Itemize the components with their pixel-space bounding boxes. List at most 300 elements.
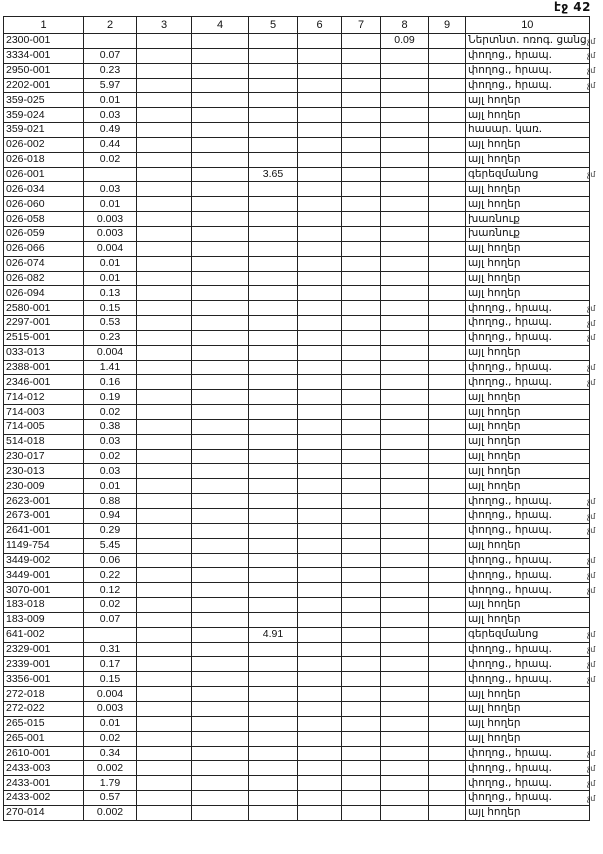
area-col8-cell bbox=[381, 226, 429, 241]
col3-cell bbox=[137, 776, 192, 791]
col9-cell bbox=[429, 419, 466, 434]
area-col5-cell bbox=[249, 182, 298, 197]
side-mark: չմ bbox=[587, 170, 596, 180]
col7-cell bbox=[342, 509, 381, 524]
col7-cell bbox=[342, 583, 381, 598]
col3-cell bbox=[137, 761, 192, 776]
col4-cell bbox=[192, 345, 249, 360]
land-type-cell: այլ հողեր bbox=[466, 345, 590, 360]
table-row bbox=[4, 405, 590, 420]
col6-cell bbox=[298, 731, 342, 746]
col4-cell bbox=[192, 271, 249, 286]
col6-cell bbox=[298, 568, 342, 583]
area-col5-cell bbox=[249, 642, 298, 657]
col4-cell bbox=[192, 256, 249, 271]
area-col2-cell: 0.06 bbox=[84, 553, 137, 568]
table-row bbox=[4, 123, 590, 138]
land-type-cell: այլ հողեր bbox=[466, 805, 590, 820]
col7-cell bbox=[342, 805, 381, 820]
land-type-cell: փողոց., հրապ. bbox=[466, 360, 590, 375]
table-row bbox=[4, 316, 590, 331]
parcel-code-cell: 2433-002 bbox=[4, 791, 84, 806]
col3-cell bbox=[137, 449, 192, 464]
area-col2-cell: 0.02 bbox=[84, 731, 137, 746]
area-col8-cell bbox=[381, 538, 429, 553]
area-col8-cell bbox=[381, 271, 429, 286]
area-col8-cell bbox=[381, 286, 429, 301]
table-row bbox=[4, 434, 590, 449]
col4-cell bbox=[192, 731, 249, 746]
column-header-2: 2 bbox=[84, 17, 137, 34]
area-col5-cell bbox=[249, 657, 298, 672]
area-col8-cell bbox=[381, 761, 429, 776]
col4-cell bbox=[192, 583, 249, 598]
table-row bbox=[4, 642, 590, 657]
area-col8-cell bbox=[381, 330, 429, 345]
table-row bbox=[4, 627, 590, 642]
col3-cell bbox=[137, 123, 192, 138]
area-col8-cell bbox=[381, 108, 429, 123]
col3-cell bbox=[137, 34, 192, 49]
col3-cell bbox=[137, 687, 192, 702]
col4-cell bbox=[192, 301, 249, 316]
col6-cell bbox=[298, 583, 342, 598]
col3-cell bbox=[137, 464, 192, 479]
table-row bbox=[4, 330, 590, 345]
land-type-cell: հասար. կառ. bbox=[466, 123, 590, 138]
col6-cell bbox=[298, 34, 342, 49]
col6-cell bbox=[298, 434, 342, 449]
area-col2-cell: 0.94 bbox=[84, 509, 137, 524]
area-col5-cell bbox=[249, 612, 298, 627]
area-col5-cell bbox=[249, 746, 298, 761]
col6-cell bbox=[298, 271, 342, 286]
col4-cell bbox=[192, 509, 249, 524]
col6-cell bbox=[298, 761, 342, 776]
parcel-code-cell: 2202-001 bbox=[4, 78, 84, 93]
col9-cell bbox=[429, 345, 466, 360]
area-col2-cell: 0.31 bbox=[84, 642, 137, 657]
table-row bbox=[4, 226, 590, 241]
col3-cell bbox=[137, 137, 192, 152]
col4-cell bbox=[192, 360, 249, 375]
col7-cell bbox=[342, 93, 381, 108]
parcel-code-cell: 2515-001 bbox=[4, 330, 84, 345]
land-type-cell: փողոց., հրապ. bbox=[466, 776, 590, 791]
col9-cell bbox=[429, 791, 466, 806]
parcel-code-cell: 2346-001 bbox=[4, 375, 84, 390]
table-row bbox=[4, 182, 590, 197]
parcel-code-cell: 714-012 bbox=[4, 390, 84, 405]
parcel-code-cell: 359-024 bbox=[4, 108, 84, 123]
area-col5-cell bbox=[249, 568, 298, 583]
col4-cell bbox=[192, 405, 249, 420]
land-type-cell: այլ հողեր bbox=[466, 731, 590, 746]
col3-cell bbox=[137, 627, 192, 642]
col9-cell bbox=[429, 776, 466, 791]
col9-cell bbox=[429, 34, 466, 49]
side-mark: չմ bbox=[587, 585, 596, 595]
table-row bbox=[4, 63, 590, 78]
col6-cell bbox=[298, 137, 342, 152]
area-col5-cell bbox=[249, 701, 298, 716]
area-col5-cell bbox=[249, 93, 298, 108]
col3-cell bbox=[137, 612, 192, 627]
col7-cell bbox=[342, 182, 381, 197]
parcel-code-cell: 270-014 bbox=[4, 805, 84, 820]
land-type-cell: փողոց., հրապ. bbox=[466, 791, 590, 806]
col7-cell bbox=[342, 63, 381, 78]
parcel-code-cell: 641-002 bbox=[4, 627, 84, 642]
area-col8-cell bbox=[381, 746, 429, 761]
area-col2-cell: 0.23 bbox=[84, 63, 137, 78]
col3-cell bbox=[137, 598, 192, 613]
col6-cell bbox=[298, 345, 342, 360]
col3-cell bbox=[137, 746, 192, 761]
land-type-cell: փողոց., հրապ. bbox=[466, 672, 590, 687]
col6-cell bbox=[298, 108, 342, 123]
col9-cell bbox=[429, 375, 466, 390]
land-type-cell: այլ հողեր bbox=[466, 286, 590, 301]
area-col8-cell bbox=[381, 316, 429, 331]
col4-cell bbox=[192, 479, 249, 494]
col4-cell bbox=[192, 316, 249, 331]
col6-cell bbox=[298, 48, 342, 63]
table-row bbox=[4, 672, 590, 687]
col4-cell bbox=[192, 642, 249, 657]
col7-cell bbox=[342, 286, 381, 301]
land-type-cell: այլ հողեր bbox=[466, 419, 590, 434]
col3-cell bbox=[137, 672, 192, 687]
table-row bbox=[4, 583, 590, 598]
col9-cell bbox=[429, 627, 466, 642]
col3-cell bbox=[137, 78, 192, 93]
col9-cell bbox=[429, 509, 466, 524]
col4-cell bbox=[192, 123, 249, 138]
col3-cell bbox=[137, 108, 192, 123]
parcel-code-cell: 026-001 bbox=[4, 167, 84, 182]
parcel-code-cell: 3070-001 bbox=[4, 583, 84, 598]
parcel-code-cell: 514-018 bbox=[4, 434, 84, 449]
table-row bbox=[4, 791, 590, 806]
land-type-cell: այլ հողեր bbox=[466, 479, 590, 494]
table-row bbox=[4, 108, 590, 123]
area-col2-cell: 0.57 bbox=[84, 791, 137, 806]
area-col5-cell bbox=[249, 716, 298, 731]
col9-cell bbox=[429, 657, 466, 672]
col3-cell bbox=[137, 93, 192, 108]
side-mark: չմ bbox=[587, 51, 596, 61]
col9-cell bbox=[429, 152, 466, 167]
area-col8-cell bbox=[381, 494, 429, 509]
col4-cell bbox=[192, 34, 249, 49]
area-col8-cell bbox=[381, 657, 429, 672]
col9-cell bbox=[429, 642, 466, 657]
col4-cell bbox=[192, 657, 249, 672]
land-type-cell: փողոց., հրապ. bbox=[466, 301, 590, 316]
col7-cell bbox=[342, 167, 381, 182]
table-row bbox=[4, 34, 590, 49]
col4-cell bbox=[192, 286, 249, 301]
col3-cell bbox=[137, 256, 192, 271]
col4-cell bbox=[192, 716, 249, 731]
col7-cell bbox=[342, 108, 381, 123]
col4-cell bbox=[192, 63, 249, 78]
table-row bbox=[4, 776, 590, 791]
table-row bbox=[4, 746, 590, 761]
area-col8-cell bbox=[381, 167, 429, 182]
table-row bbox=[4, 48, 590, 63]
parcel-code-cell: 2580-001 bbox=[4, 301, 84, 316]
area-col8-cell bbox=[381, 805, 429, 820]
col4-cell bbox=[192, 746, 249, 761]
parcel-code-cell: 230-009 bbox=[4, 479, 84, 494]
col6-cell bbox=[298, 464, 342, 479]
parcel-code-cell: 026-034 bbox=[4, 182, 84, 197]
table-row bbox=[4, 553, 590, 568]
col4-cell bbox=[192, 78, 249, 93]
col7-cell bbox=[342, 34, 381, 49]
col6-cell bbox=[298, 419, 342, 434]
area-col5-cell bbox=[249, 48, 298, 63]
table-row bbox=[4, 167, 590, 182]
table-row bbox=[4, 598, 590, 613]
column-header-3: 3 bbox=[137, 17, 192, 34]
area-col8-cell bbox=[381, 390, 429, 405]
col3-cell bbox=[137, 731, 192, 746]
area-col2-cell: 5.97 bbox=[84, 78, 137, 93]
land-type-cell: այլ հողեր bbox=[466, 256, 590, 271]
table-row bbox=[4, 538, 590, 553]
col9-cell bbox=[429, 746, 466, 761]
col6-cell bbox=[298, 286, 342, 301]
col7-cell bbox=[342, 434, 381, 449]
area-col5-cell bbox=[249, 776, 298, 791]
land-type-cell: գերեզմանոց bbox=[466, 627, 590, 642]
col7-cell bbox=[342, 568, 381, 583]
col3-cell bbox=[137, 642, 192, 657]
col9-cell bbox=[429, 598, 466, 613]
side-mark: չմ bbox=[587, 630, 596, 640]
col7-cell bbox=[342, 776, 381, 791]
table-row bbox=[4, 731, 590, 746]
col3-cell bbox=[137, 286, 192, 301]
table-row bbox=[4, 657, 590, 672]
col6-cell bbox=[298, 212, 342, 227]
col7-cell bbox=[342, 345, 381, 360]
parcel-code-cell: 265-015 bbox=[4, 716, 84, 731]
land-type-cell: այլ հողեր bbox=[466, 612, 590, 627]
area-col2-cell: 0.01 bbox=[84, 716, 137, 731]
col3-cell bbox=[137, 701, 192, 716]
land-type-cell: փողոց., հրապ. bbox=[466, 583, 590, 598]
area-col5-cell bbox=[249, 538, 298, 553]
side-mark: չմ bbox=[587, 749, 596, 758]
col4-cell bbox=[192, 553, 249, 568]
area-col8-cell bbox=[381, 449, 429, 464]
col4-cell bbox=[192, 791, 249, 806]
col7-cell bbox=[342, 256, 381, 271]
area-col8-cell bbox=[381, 152, 429, 167]
land-type-cell: այլ հողեր bbox=[466, 405, 590, 420]
column-header-1: 1 bbox=[4, 17, 84, 34]
area-col5-cell bbox=[249, 464, 298, 479]
col3-cell bbox=[137, 791, 192, 806]
col7-cell bbox=[342, 523, 381, 538]
col4-cell bbox=[192, 241, 249, 256]
table-row bbox=[4, 464, 590, 479]
col7-cell bbox=[342, 405, 381, 420]
col6-cell bbox=[298, 301, 342, 316]
table-row bbox=[4, 212, 590, 227]
land-type-cell: խառնուք bbox=[466, 212, 590, 227]
col6-cell bbox=[298, 523, 342, 538]
col4-cell bbox=[192, 152, 249, 167]
col3-cell bbox=[137, 316, 192, 331]
col4-cell bbox=[192, 375, 249, 390]
table-row bbox=[4, 345, 590, 360]
col9-cell bbox=[429, 93, 466, 108]
area-col2-cell: 0.002 bbox=[84, 805, 137, 820]
area-col2-cell: 0.38 bbox=[84, 419, 137, 434]
col9-cell bbox=[429, 286, 466, 301]
land-type-cell: այլ հողեր bbox=[466, 93, 590, 108]
col6-cell bbox=[298, 612, 342, 627]
column-header-8: 8 bbox=[381, 17, 429, 34]
area-col2-cell: 0.29 bbox=[84, 523, 137, 538]
col9-cell bbox=[429, 494, 466, 509]
col6-cell bbox=[298, 226, 342, 241]
area-col8-cell bbox=[381, 212, 429, 227]
area-col5-cell bbox=[249, 226, 298, 241]
parcel-code-cell: 3356-001 bbox=[4, 672, 84, 687]
area-col5-cell bbox=[249, 301, 298, 316]
area-col8-cell bbox=[381, 464, 429, 479]
col7-cell bbox=[342, 791, 381, 806]
col9-cell bbox=[429, 390, 466, 405]
area-col5-cell bbox=[249, 509, 298, 524]
area-col2-cell: 0.02 bbox=[84, 449, 137, 464]
parcel-code-cell: 026-002 bbox=[4, 137, 84, 152]
parcel-code-cell: 033-013 bbox=[4, 345, 84, 360]
land-type-cell: այլ հողեր bbox=[466, 716, 590, 731]
col3-cell bbox=[137, 405, 192, 420]
parcel-code-cell: 2623-001 bbox=[4, 494, 84, 509]
area-col5-cell bbox=[249, 152, 298, 167]
col6-cell bbox=[298, 197, 342, 212]
col7-cell bbox=[342, 642, 381, 657]
col6-cell bbox=[298, 375, 342, 390]
area-col2-cell: 0.02 bbox=[84, 152, 137, 167]
land-type-cell: այլ հողեր bbox=[466, 701, 590, 716]
column-header-10: 10 bbox=[466, 17, 590, 34]
area-col2-cell: 1.79 bbox=[84, 776, 137, 791]
table-row bbox=[4, 568, 590, 583]
col7-cell bbox=[342, 419, 381, 434]
col6-cell bbox=[298, 553, 342, 568]
area-col8-cell bbox=[381, 523, 429, 538]
col6-cell bbox=[298, 152, 342, 167]
land-type-cell: փողոց., հրապ. bbox=[466, 494, 590, 509]
col9-cell bbox=[429, 405, 466, 420]
side-mark: չմ bbox=[587, 659, 596, 669]
col9-cell bbox=[429, 197, 466, 212]
area-col5-cell bbox=[249, 345, 298, 360]
area-col8-cell bbox=[381, 731, 429, 746]
table-row bbox=[4, 805, 590, 820]
col4-cell bbox=[192, 108, 249, 123]
parcel-code-cell: 3449-001 bbox=[4, 568, 84, 583]
area-col2-cell bbox=[84, 34, 137, 49]
col9-cell bbox=[429, 716, 466, 731]
land-type-cell: փողոց., հրապ. bbox=[466, 761, 590, 776]
table-row bbox=[4, 271, 590, 286]
area-col5-cell bbox=[249, 375, 298, 390]
area-col2-cell: 0.02 bbox=[84, 405, 137, 420]
parcel-code-cell: 183-018 bbox=[4, 598, 84, 613]
col4-cell bbox=[192, 137, 249, 152]
col7-cell bbox=[342, 701, 381, 716]
table-row bbox=[4, 509, 590, 524]
side-mark: չմ bbox=[587, 570, 596, 580]
area-col5-cell bbox=[249, 241, 298, 256]
side-mark: չմ bbox=[587, 793, 596, 803]
side-mark: չմ bbox=[587, 526, 596, 536]
col7-cell bbox=[342, 330, 381, 345]
area-col5-cell bbox=[249, 419, 298, 434]
col3-cell bbox=[137, 716, 192, 731]
col6-cell bbox=[298, 167, 342, 182]
area-col2-cell: 0.01 bbox=[84, 479, 137, 494]
area-col5-cell bbox=[249, 761, 298, 776]
area-col8-cell bbox=[381, 583, 429, 598]
area-col5-cell bbox=[249, 687, 298, 702]
table-row bbox=[4, 612, 590, 627]
area-col8-cell bbox=[381, 642, 429, 657]
table-body bbox=[4, 34, 590, 821]
parcel-code-cell: 2388-001 bbox=[4, 360, 84, 375]
column-header-6: 6 bbox=[298, 17, 342, 34]
area-col8-cell bbox=[381, 612, 429, 627]
col6-cell bbox=[298, 405, 342, 420]
area-col5-cell bbox=[249, 553, 298, 568]
col4-cell bbox=[192, 48, 249, 63]
parcel-code-cell: 2673-001 bbox=[4, 509, 84, 524]
area-col8-cell bbox=[381, 93, 429, 108]
col9-cell bbox=[429, 464, 466, 479]
col9-cell bbox=[429, 301, 466, 316]
col7-cell bbox=[342, 316, 381, 331]
col4-cell bbox=[192, 627, 249, 642]
col6-cell bbox=[298, 716, 342, 731]
land-type-cell: փողոց., հրապ. bbox=[466, 48, 590, 63]
col9-cell bbox=[429, 256, 466, 271]
col4-cell bbox=[192, 568, 249, 583]
parcel-code-cell: 026-059 bbox=[4, 226, 84, 241]
col7-cell bbox=[342, 375, 381, 390]
area-col5-cell bbox=[249, 212, 298, 227]
land-type-cell: այլ հողեր bbox=[466, 434, 590, 449]
col9-cell bbox=[429, 761, 466, 776]
area-col8-cell bbox=[381, 776, 429, 791]
area-col8-cell bbox=[381, 197, 429, 212]
col9-cell bbox=[429, 330, 466, 345]
area-col2-cell: 0.01 bbox=[84, 256, 137, 271]
col3-cell bbox=[137, 390, 192, 405]
col9-cell bbox=[429, 63, 466, 78]
col7-cell bbox=[342, 212, 381, 227]
col9-cell bbox=[429, 479, 466, 494]
